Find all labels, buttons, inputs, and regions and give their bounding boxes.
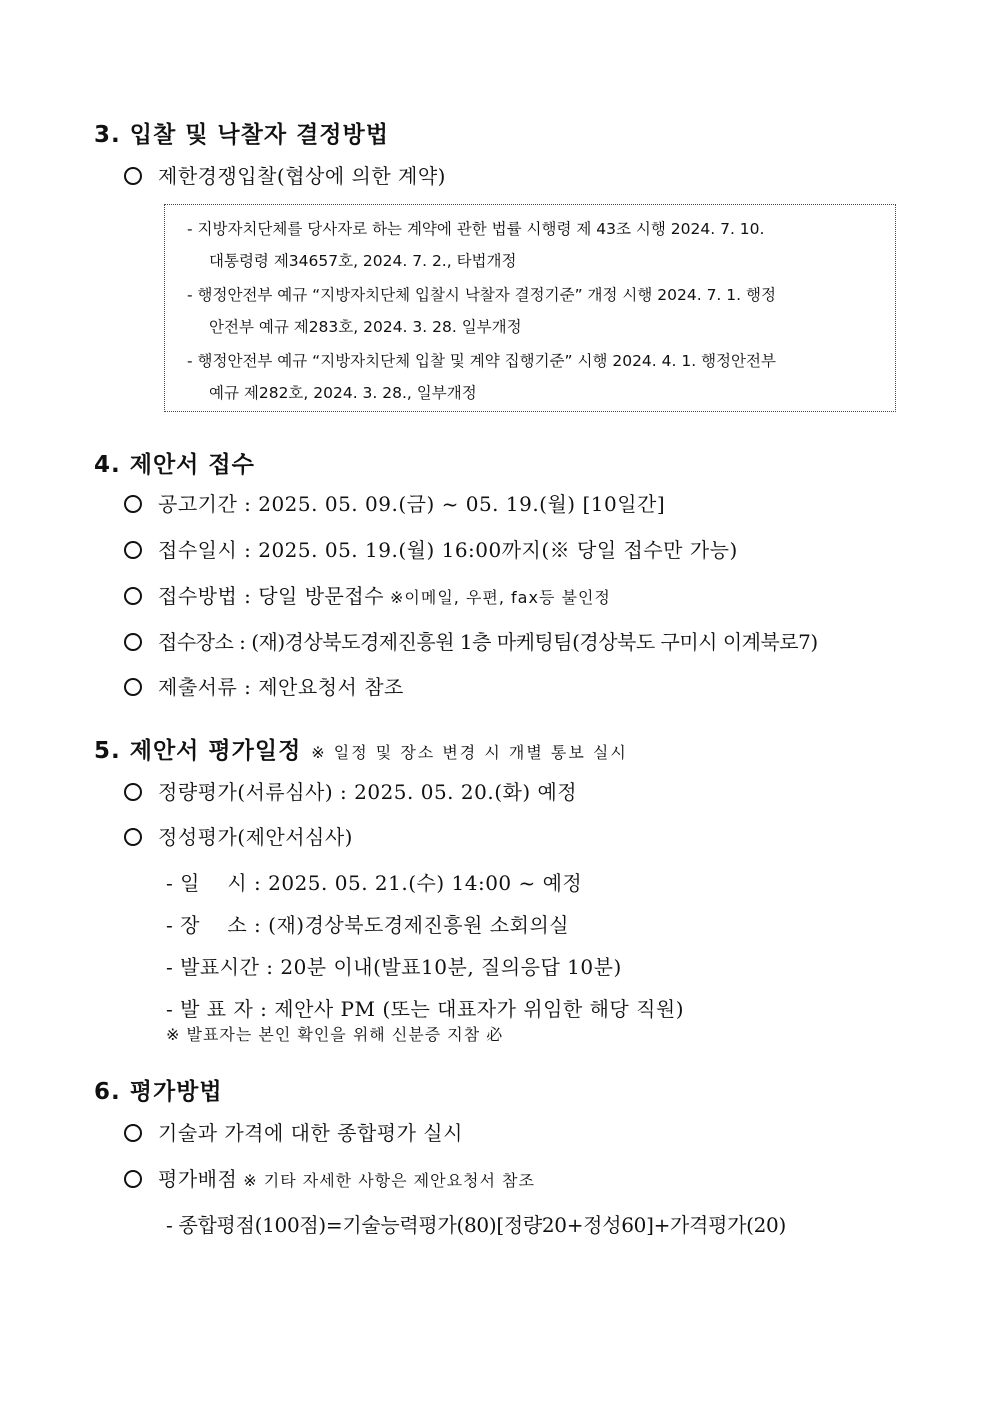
law-reference-box xyxy=(164,204,896,412)
item-text: 제출서류 : 제안요청서 참조 xyxy=(158,675,404,699)
box-line: 대통령령 제34657호, 2024. 7. 2., 타법개정 xyxy=(209,252,517,270)
section-4-item xyxy=(124,626,818,655)
section-6-title: 6. 평가방법 xyxy=(94,1079,223,1105)
section-3-title: 3. 입찰 및 낙찰자 결정방법 xyxy=(94,122,389,148)
section-4-title: 4. 제안서 접수 xyxy=(94,452,255,478)
item-text: 접수장소 : (재)경상북도경제진흥원 1층 마케팅팀(경상북도 구미시 이계북로7) xyxy=(158,630,818,654)
circle-bullet-icon xyxy=(124,1124,142,1142)
section-4-item xyxy=(124,488,665,517)
item-text: 접수방법 : 당일 방문접수 xyxy=(158,584,385,608)
section-5-title-note: ※ 일정 및 장소 변경 시 개별 통보 실시 xyxy=(311,743,628,762)
section-5-title-text: 5. 제안서 평가일정 xyxy=(94,738,302,764)
circle-bullet-icon xyxy=(124,541,142,559)
section-5-title xyxy=(94,732,628,765)
circle-bullet-icon xyxy=(124,678,142,696)
bullet-text: 평가배점 xyxy=(158,1167,238,1191)
bullet-text: 정성평가(제안서심사) xyxy=(158,825,353,849)
section-4-item xyxy=(124,580,611,609)
section-6-bullet-1 xyxy=(124,1117,463,1146)
box-line: 안전부 예규 제283호, 2024. 3. 28. 일부개정 xyxy=(209,318,522,336)
score-formula: - 종합평점(100점)=기술능력평가(80)[정량20+정성60]+가격평가(20) xyxy=(166,1213,786,1237)
circle-bullet-icon xyxy=(124,587,142,605)
box-line: - 행정안전부 예규 “지방자치단체 입찰 및 계약 집행기준” 시행 2024. 4. 1. 행정안전부 xyxy=(187,352,776,370)
sub-item-date: - 일 시 : 2025. 05. 21.(수) 14:00 ~ 예정 xyxy=(166,871,583,895)
method-note: ※이메일, 우편, fax등 불인정 xyxy=(390,588,611,607)
bullet-text: 제한경쟁입찰(협상에 의한 계약) xyxy=(158,164,446,188)
box-line: 예규 제282호, 2024. 3. 28., 일부개정 xyxy=(209,384,477,402)
sub-item-time: - 발표시간 : 20분 이내(발표10분, 질의응답 10분) xyxy=(166,955,622,979)
section-3-bullet-1 xyxy=(124,160,446,189)
section-5-bullet-2 xyxy=(124,821,353,850)
sub-item-presenter: - 발 표 자 : 제안사 PM (또는 대표자가 위임한 해당 직원) xyxy=(166,997,685,1021)
section-5-bullet-1 xyxy=(124,776,577,805)
bullet-text: 정량평가(서류심사) : 2025. 05. 20.(화) 예정 xyxy=(158,780,578,804)
circle-bullet-icon xyxy=(124,1170,142,1188)
circle-bullet-icon xyxy=(124,783,142,801)
box-line: - 행정안전부 예규 “지방자치단체 입찰시 낙찰자 결정기준” 개정 시행 2024. 7. 1. 행정 xyxy=(187,286,776,304)
item-text: 접수일시 : 2025. 05. 19.(월) 16:00까지(※ 당일 접수만 가능) xyxy=(158,538,738,562)
sub-item-place: - 장 소 : (재)경상북도경제진흥원 소회의실 xyxy=(166,913,570,937)
circle-bullet-icon xyxy=(124,828,142,846)
section-4-item xyxy=(124,671,404,700)
item-text: 공고기간 : 2025. 05. 09.(금) ~ 05. 19.(월) [10일간] xyxy=(158,492,666,516)
section-4-item xyxy=(124,534,738,563)
bullet-2-note: ※ 기타 자세한 사항은 제안요청서 참조 xyxy=(243,1171,535,1190)
presenter-footnote: ※ 발표자는 본인 확인을 위해 신분증 지참 必 xyxy=(166,1025,504,1044)
section-6-bullet-2 xyxy=(124,1163,535,1192)
circle-bullet-icon xyxy=(124,167,142,185)
box-line: - 지방자치단체를 당사자로 하는 계약에 관한 법률 시행령 제 43조 시행 2024. 7. 10. xyxy=(187,220,765,238)
bullet-text: 기술과 가격에 대한 종합평가 실시 xyxy=(158,1121,463,1145)
circle-bullet-icon xyxy=(124,633,142,651)
circle-bullet-icon xyxy=(124,495,142,513)
